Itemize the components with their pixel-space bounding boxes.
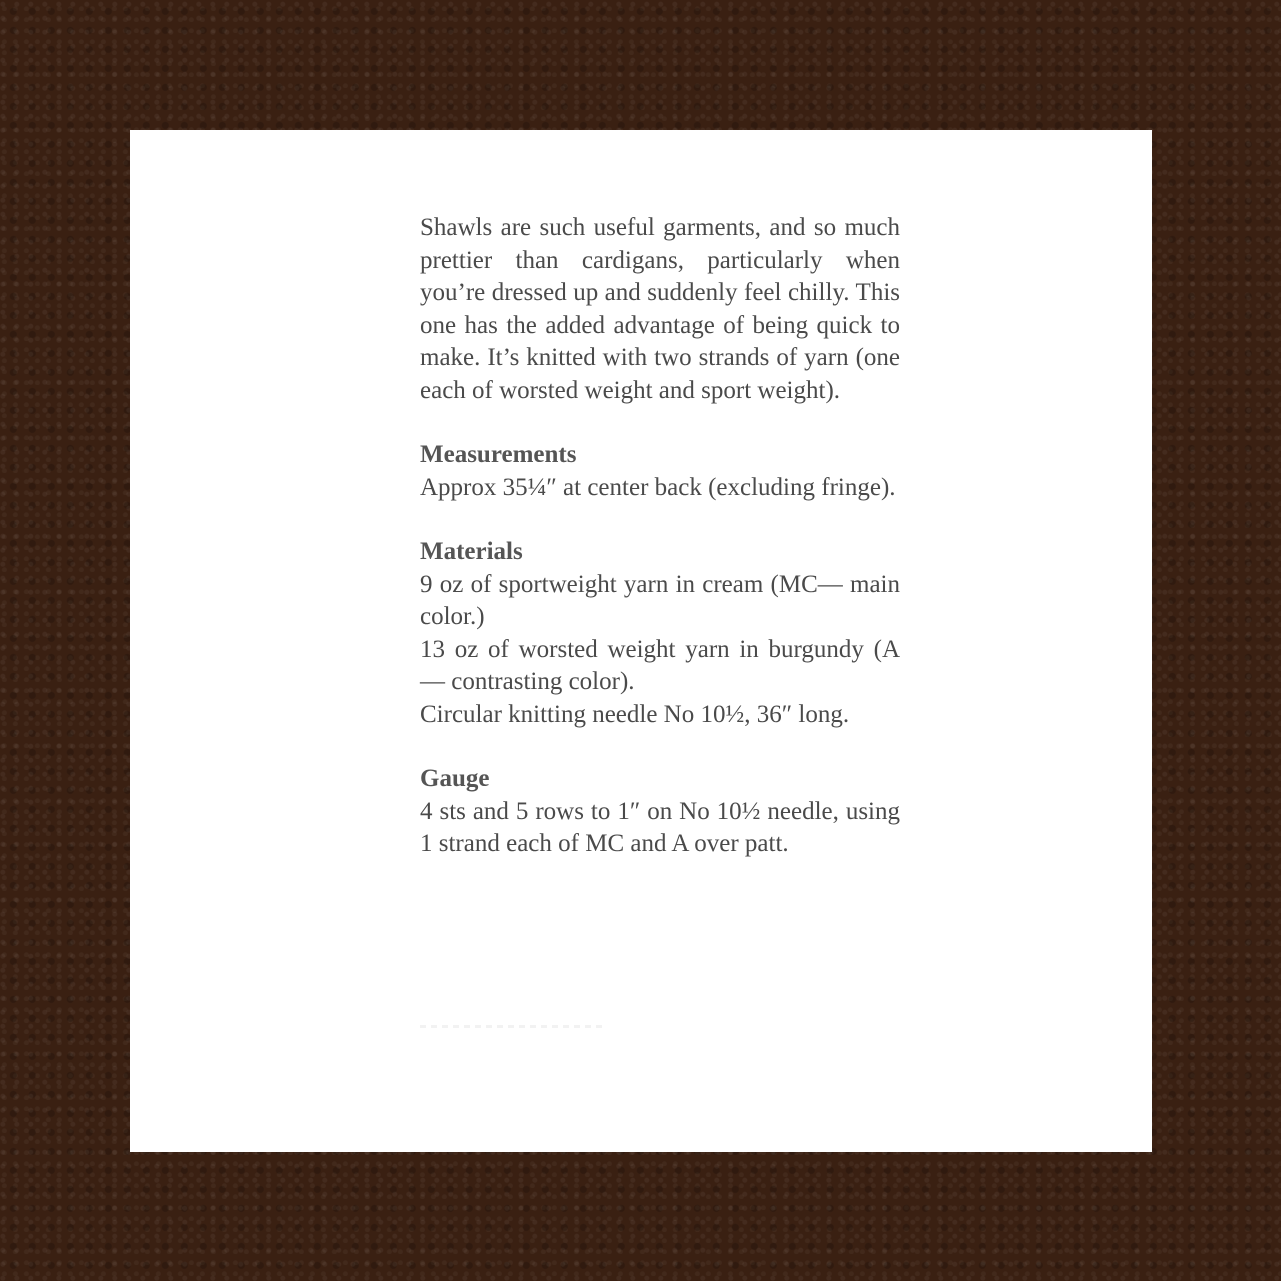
materials-section: [420, 536, 900, 731]
materials-item-sportweight: 9 oz of sportweight yarn in cream (MC— main color.): [420, 570, 900, 630]
gauge-section: [420, 763, 900, 861]
print-specks: [420, 1025, 605, 1028]
materials-heading: Materials: [420, 538, 523, 565]
materials-item-worsted: 13 oz of worsted weight yarn in burgundy (A — contrasting color).: [420, 635, 900, 695]
pattern-text-column: [420, 212, 900, 861]
measurements-text: Approx 35¼″ at center back (excluding fringe).: [420, 473, 896, 501]
intro-paragraph: Shawls are such useful garments, and so much prettier than cardigans, particularly when you’re dressed up and suddenly feel chilly. This one has the added advantage of being quick to make. It’s knitted with two strands of yarn (one each of worsted weight and sport weight).: [420, 214, 900, 404]
materials-item-needle: Circular knitting needle No 10½, 36″ long.: [420, 700, 850, 728]
document-page: [130, 130, 1152, 1152]
measurements-heading: Measurements: [420, 441, 577, 468]
measurements-section: [420, 439, 900, 504]
gauge-heading: Gauge: [420, 765, 490, 792]
gauge-text: 4 sts and 5 rows to 1″ on No 10½ needle, using 1 strand each of MC and A over patt.: [420, 797, 900, 857]
